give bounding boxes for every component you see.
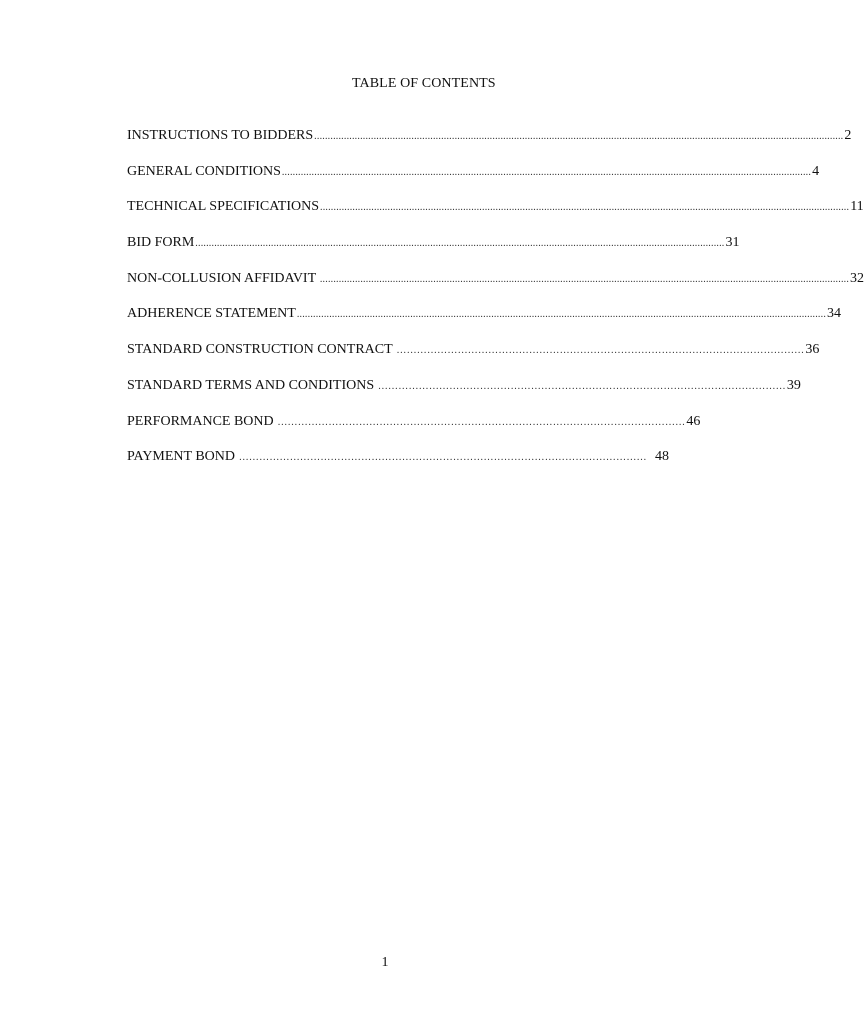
toc-entry-page: 4: [812, 163, 820, 179]
toc-dot-leader: ....................................................................................................................................................................................................: [320, 202, 850, 214]
toc-entry-standard-terms-and-conditions: [127, 377, 801, 414]
toc-dot-leader: ....................................................................................................................................................................................................: [317, 273, 850, 285]
toc-entry-label: NON-COLLUSION AFFIDAVIT: [127, 270, 317, 286]
toc-dot-leader: …………………………………………………………………………………………………………: [393, 345, 805, 357]
toc-entry-label: TECHNICAL SPECIFICATIONS: [127, 199, 319, 215]
toc-list: [127, 128, 864, 485]
toc-entry-page: 48: [655, 449, 669, 465]
toc-dot-leader: …………………………………………………………………………………………………………: [274, 416, 686, 428]
toc-entry-label: INSTRUCTIONS TO BIDDERS: [127, 128, 314, 143]
toc-dot-leader: ....................................................................................................................................................................................................: [296, 309, 827, 321]
toc-entry-page: 36: [805, 342, 820, 358]
toc-entry-label: STANDARD CONSTRUCTION CONTRACT: [127, 342, 393, 358]
toc-dot-leader: …………………………………………………………………………………………………………: [375, 380, 786, 392]
toc-entry-technical-specifications: [127, 199, 864, 235]
page-title: TABLE OF CONTENTS: [352, 76, 496, 91]
toc-entry-payment-bond: [127, 449, 669, 485]
toc-entry-page: 32: [850, 270, 864, 286]
toc-entry-label: PAYMENT BOND: [127, 449, 236, 465]
toc-entry-instructions-to-bidders: [127, 128, 852, 164]
toc-dot-leader: ....................................................................................................................................................................................................: [314, 131, 844, 142]
toc-entry-general-conditions: [127, 163, 820, 200]
toc-entry-performance-bond: [127, 413, 701, 450]
toc-entry-label: ADHERENCE STATEMENT: [127, 306, 296, 322]
toc-entry-page: 46: [686, 413, 701, 429]
toc-entry-standard-construction-contract: [127, 342, 820, 378]
toc-entry-page: 34: [827, 306, 842, 322]
toc-entry-adherence-statement: [127, 306, 842, 342]
toc-entry-page: 11: [850, 199, 864, 215]
toc-dot-leader: ....................................................................................................................................................................................................: [195, 238, 725, 250]
toc-entry-non-collusion-affidavit: [127, 270, 864, 307]
toc-entry-page: 31: [725, 235, 740, 251]
toc-entry-label: GENERAL CONDITIONS: [127, 163, 281, 179]
toc-entry-page: 39: [786, 377, 801, 393]
toc-entry-bid-form: [127, 235, 740, 271]
toc-entry-label: BID FORM: [127, 235, 195, 251]
page-number: 1: [381, 955, 389, 970]
toc-entry-page: 2: [844, 128, 852, 143]
toc-entry-label: STANDARD TERMS AND CONDITIONS: [127, 377, 375, 393]
toc-entry-label: PERFORMANCE BOND: [127, 413, 274, 429]
toc-dot-leader: ....................................................................................................................................................................................................: [281, 166, 812, 178]
toc-dot-leader: …………………………………………………………………………………………………………: [236, 452, 647, 464]
